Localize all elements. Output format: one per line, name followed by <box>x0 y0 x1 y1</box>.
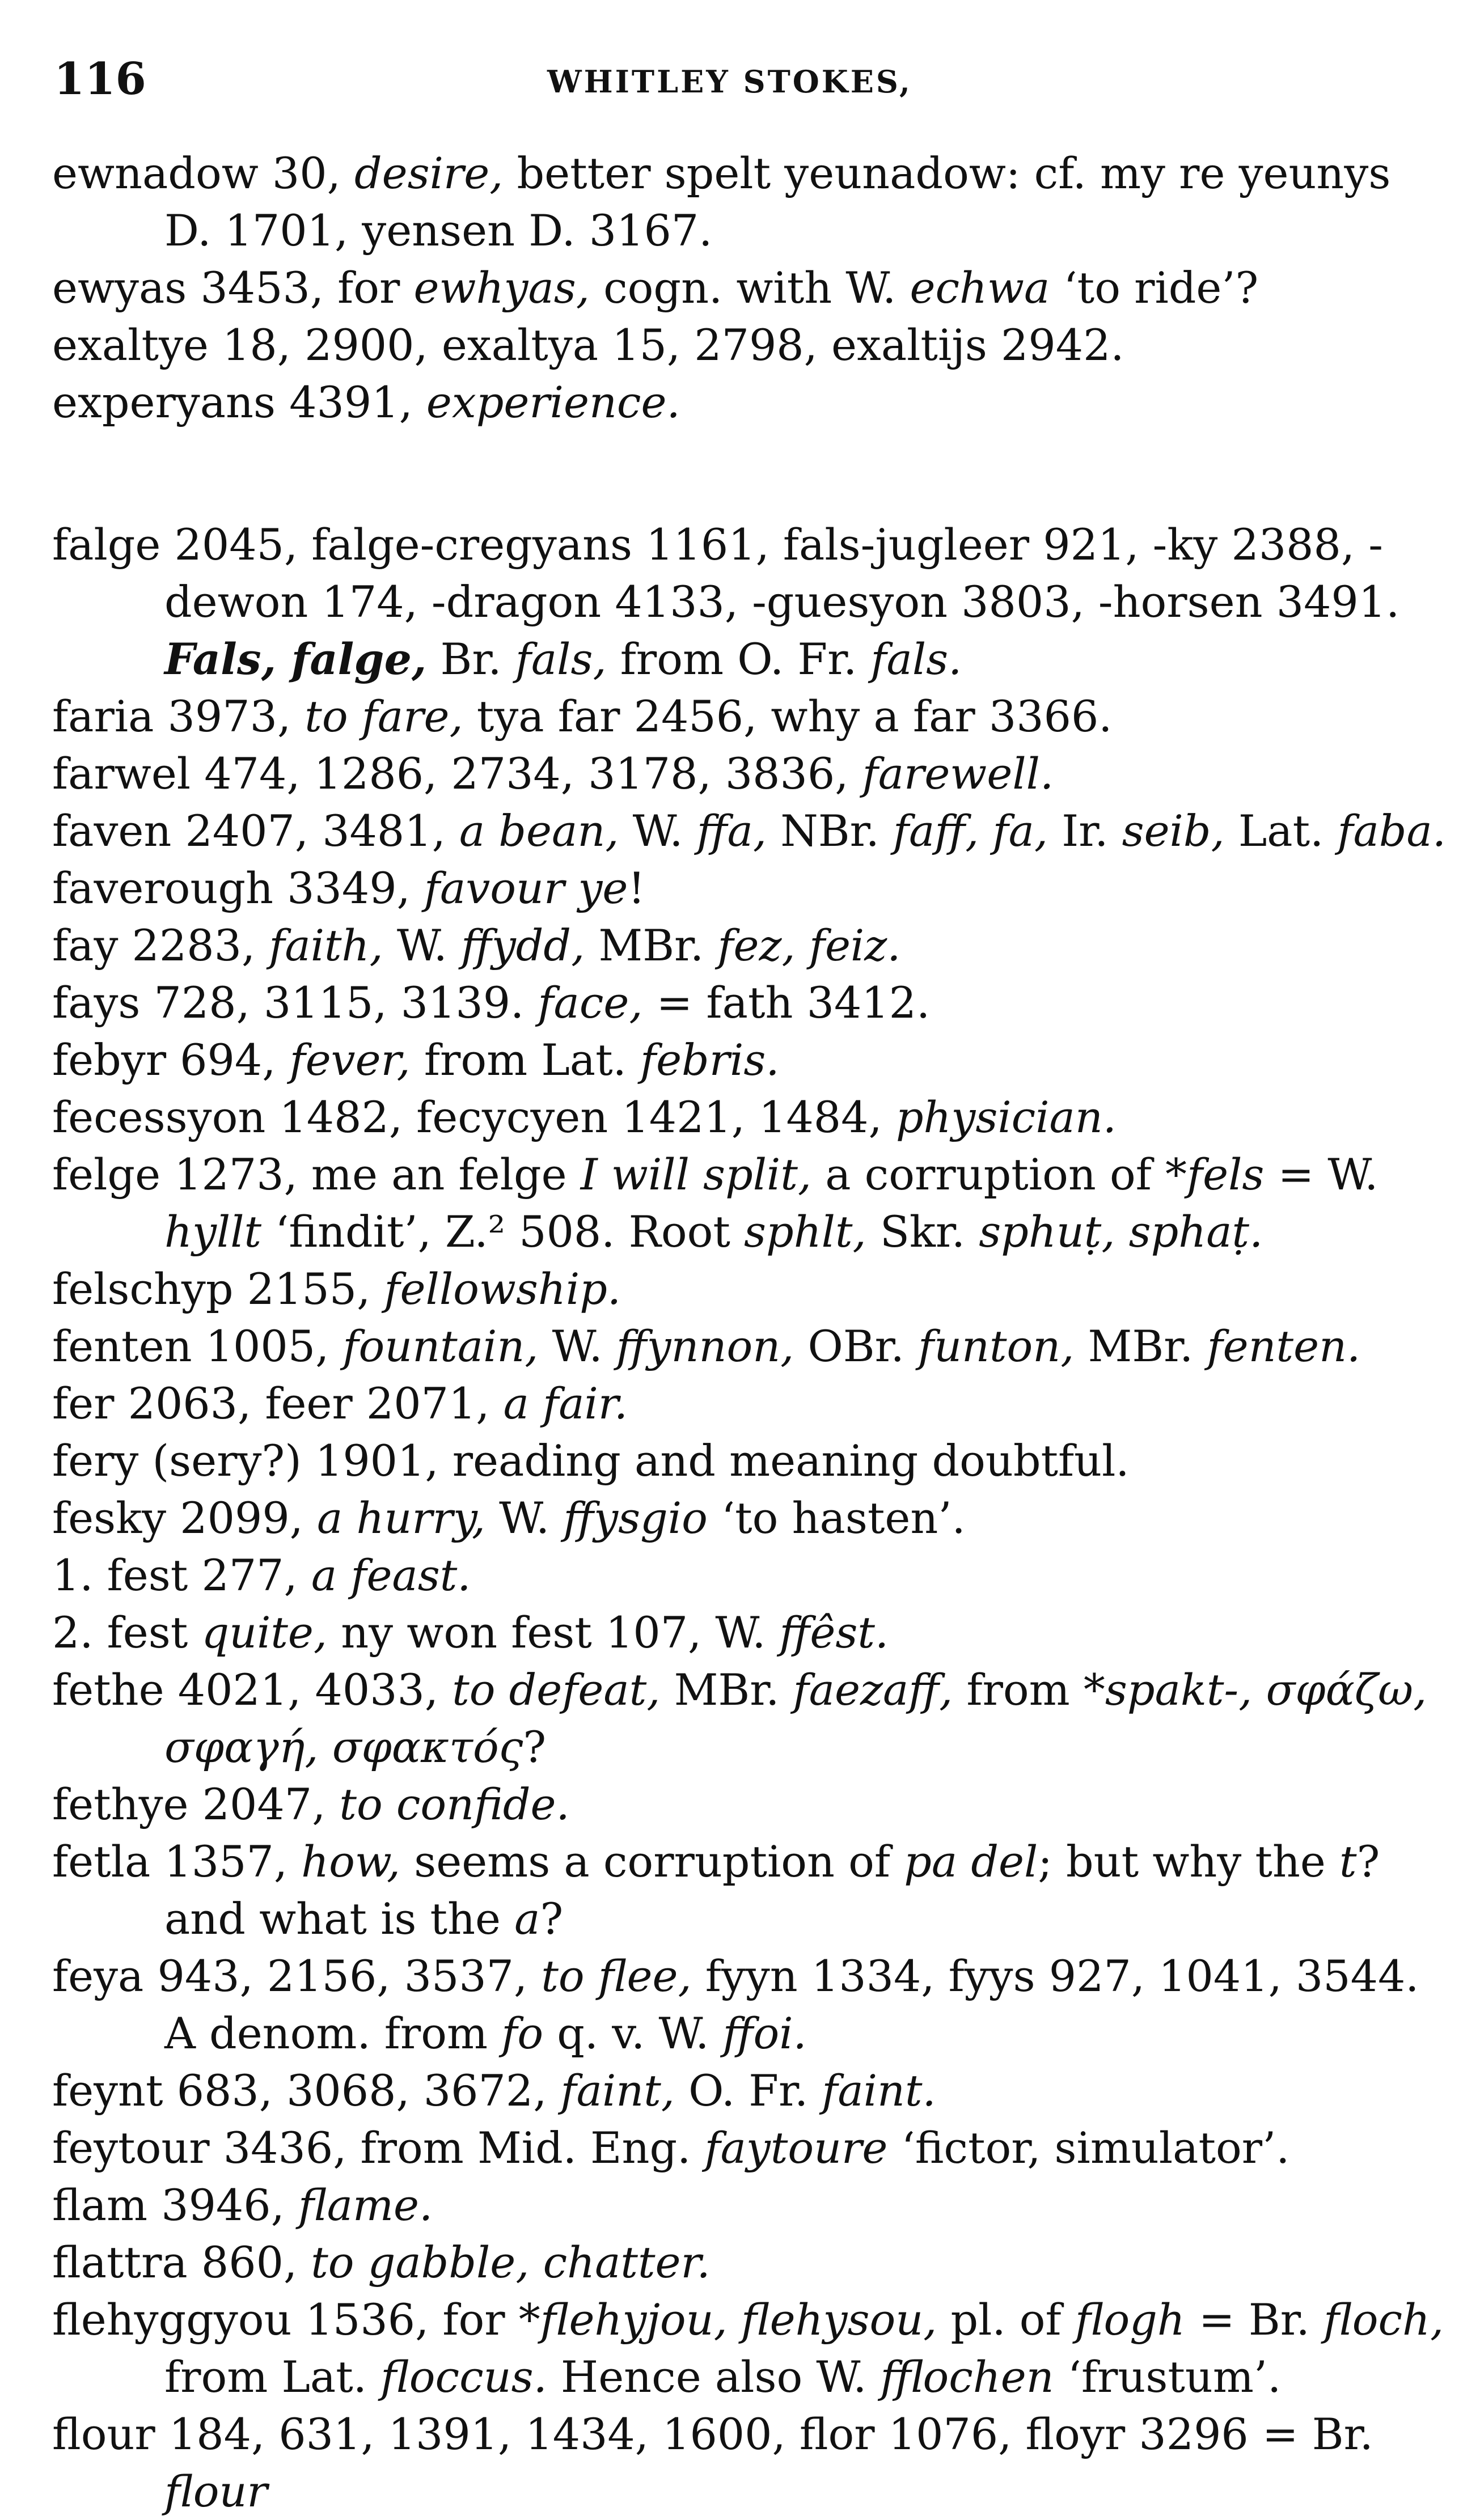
entry-text-segment: felge 1273, me an felge <box>52 1149 581 1200</box>
entry-italic-segment: fals, <box>515 634 607 684</box>
entry-italic-segment: faba. <box>1337 806 1447 856</box>
entry-text-segment: fenten 1005, <box>52 1321 343 1371</box>
entry-text-segment: feytour 3436, from Mid. Eng. <box>52 2123 705 2173</box>
entry-text-segment: Br. <box>426 634 515 684</box>
entry-text-segment: fethye 2047, <box>52 1779 340 1829</box>
entry-italic-segment: fo <box>501 2008 544 2059</box>
entry-text-segment: Lat. <box>1224 806 1338 856</box>
entry-italic-segment: face, <box>538 977 643 1028</box>
entry-text-segment: flattra 860, <box>52 2237 311 2288</box>
glossary-entry <box>52 2291 1449 2405</box>
entry-text-segment: tya far 2456, why a far 3366. <box>463 691 1113 742</box>
entry-text-segment: fay 2283, <box>52 920 269 971</box>
entry-text-segment: fery (sery?) 1901, reading and meaning doubtful. <box>52 1435 1130 1486</box>
entry-text-segment: ! <box>628 863 645 913</box>
glossary-entry <box>52 316 1449 374</box>
entry-text-segment: ; but why the <box>1038 1836 1340 1887</box>
entry-text-segment: from Lat. <box>410 1035 640 1085</box>
glossary-entry <box>52 1661 1449 1776</box>
entry-text-segment: febyr 694, <box>52 1035 290 1085</box>
glossary-entry <box>52 516 1449 688</box>
glossary-entry <box>52 2062 1449 2119</box>
entry-italic-segment: flehyjou, flehysou, <box>540 2294 937 2345</box>
entry-text-segment: 2. fest <box>52 1607 202 1658</box>
entry-text-segment <box>1252 1665 1266 1715</box>
entry-text-segment: fethe 4021, 4033, <box>52 1665 453 1715</box>
glossary-entry <box>52 802 1449 859</box>
entry-italic-segment: how, <box>301 1836 401 1887</box>
entry-text-segment: feynt 683, 3068, 3672, <box>52 2065 561 2116</box>
entry-italic-segment: faezaff, <box>793 1665 953 1715</box>
glossary-entry <box>52 1432 1449 1489</box>
entry-text-segment: fyyn 1334, fyys 927, 1041, 3544. A denom. from <box>164 1951 1419 2059</box>
entry-italic-segment: faith, <box>269 920 383 971</box>
glossary-entry <box>52 2234 1449 2291</box>
entry-text-segment: from * <box>953 1665 1105 1715</box>
glossary-entry <box>52 1604 1449 1661</box>
entry-italic-segment: faint, <box>560 2065 675 2116</box>
entry-text-segment: fer 2063, feer 2071, <box>52 1378 504 1429</box>
glossary-entry <box>52 917 1449 974</box>
entry-italic-segment: to confide. <box>339 1779 570 1829</box>
glossary-entry <box>52 2176 1449 2234</box>
entry-italic-segment: desire, <box>354 148 504 198</box>
entry-italic-segment: fels <box>1187 1149 1265 1200</box>
glossary-entries <box>52 145 1449 2520</box>
entry-italic-segment: sphuṭ, sphaṭ. <box>979 1206 1263 1257</box>
entry-italic-segment: experience. <box>426 377 680 427</box>
entry-text-segment: better spelt yeunadow: cf. my re yeunys D. 1701, yensen D. 3167. <box>164 148 1391 256</box>
entry-italic-segment: fountain, <box>342 1321 539 1371</box>
entry-text-segment: flam 3946, <box>52 2180 298 2230</box>
glossary-entry <box>52 688 1449 745</box>
entry-text-segment: faverough 3349, <box>52 863 424 913</box>
entry-text-segment: ? and what is the <box>164 1836 1380 1944</box>
entry-italic-segment: t <box>1339 1836 1357 1887</box>
entry-text-segment: Skr. <box>866 1206 979 1257</box>
glossary-entry <box>52 974 1449 1031</box>
page-header <box>54 48 1446 116</box>
entry-text-segment: W. <box>619 806 697 856</box>
entry-italic-segment: ffêst. <box>779 1607 889 1658</box>
entry-italic-segment: farewell. <box>862 748 1054 799</box>
entry-italic-segment: febris. <box>640 1035 780 1085</box>
entry-text-segment: from Lat. <box>164 2352 381 2402</box>
entry-italic-segment: flour <box>164 2466 268 2517</box>
entry-italic-segment: faytoure <box>704 2123 888 2173</box>
entry-italic-segment: I will split, <box>580 1149 812 1200</box>
entry-text-segment: ny won fest 107, W. <box>327 1607 780 1658</box>
running-head: WHITLEY STOKES, <box>547 63 912 100</box>
entry-text-segment: faria 3973, <box>52 691 305 742</box>
entry-italic-segment: flogh <box>1075 2294 1185 2345</box>
entry-text-segment: flour 184, 631, 1391, 1434, 1600, flor 1076, floyr 3296 = Br. <box>52 2409 1373 2459</box>
entry-italic-segment: funton, <box>917 1321 1075 1371</box>
entry-text-segment: MBr. <box>660 1665 793 1715</box>
entry-italic-segment: pa del <box>904 1836 1038 1887</box>
glossary-entry <box>52 859 1449 917</box>
entry-italic-segment: faff, fa, <box>893 806 1048 856</box>
entry-italic-segment: flame. <box>298 2180 433 2230</box>
entry-text-segment: a corruption of * <box>811 1149 1187 1200</box>
entry-text-segment: farwel 474, 1286, 2734, 3178, 3836, <box>52 748 862 799</box>
entry-italic-segment: quite, <box>201 1607 328 1658</box>
entry-italic-segment: to fare, <box>305 691 463 742</box>
entry-text-segment: ‘fictor, simulator’. <box>887 2123 1290 2173</box>
entry-text-segment: fesky 2099, <box>52 1493 317 1543</box>
glossary-entry <box>52 745 1449 802</box>
glossary-entry <box>52 1947 1449 2062</box>
entry-text-segment: W. <box>538 1321 616 1371</box>
entry-text-segment: OBr. <box>794 1321 918 1371</box>
entry-italic-segment: spakt-, <box>1105 1665 1253 1715</box>
glossary-entry <box>52 1318 1449 1375</box>
glossary-entry <box>52 145 1449 259</box>
glossary-entry <box>52 374 1449 431</box>
entry-italic-segment: fez, feiz. <box>717 920 901 971</box>
entry-italic-segment: ewhyas, <box>413 262 590 313</box>
entry-italic-segment: fellowship. <box>384 1264 621 1314</box>
entry-text-segment: fetla 1357, <box>52 1836 302 1887</box>
entry-text-segment: ‘frustum’. <box>1054 2352 1282 2402</box>
glossary-entry <box>52 1489 1449 1547</box>
glossary-entry <box>52 1776 1449 1833</box>
entry-text-segment: MBr. <box>585 920 718 971</box>
entry-text-segment: seems a corruption of <box>400 1836 904 1887</box>
glossary-entry <box>52 2119 1449 2176</box>
entry-text-segment: = W. <box>1264 1149 1378 1200</box>
entry-italic-segment: ffynnon, <box>616 1321 794 1371</box>
entry-text-segment: MBr. <box>1074 1321 1207 1371</box>
entry-italic-segment: to defeat, <box>452 1665 661 1715</box>
entry-text-segment: faven 2407, 3481, <box>52 806 459 856</box>
entry-text-segment: q. v. W. <box>543 2008 723 2059</box>
entry-italic-segment: ffysgio <box>563 1493 708 1543</box>
entry-text-segment: experyans 4391, <box>52 377 426 427</box>
glossary-entry <box>52 1833 1449 1947</box>
entry-italic-segment: ffa, <box>696 806 767 856</box>
entry-italic-segment: Fals, falge, <box>164 634 427 684</box>
glossary-entry <box>52 1260 1449 1318</box>
entry-italic-segment: a <box>514 1894 540 1944</box>
entry-italic-segment: floccus. <box>380 2352 547 2402</box>
entry-italic-segment: physician. <box>895 1092 1117 1142</box>
entry-italic-segment: floch, <box>1323 2294 1444 2345</box>
entry-text-segment: pl. of <box>937 2294 1075 2345</box>
entry-text-segment: 1. fest 277, <box>52 1550 311 1600</box>
entry-text-segment: feya 943, 2156, 3537, <box>52 1951 542 2001</box>
entry-text-segment: exaltye 18, 2900, exaltya 15, 2798, exaltijs 2942. <box>52 320 1124 370</box>
entry-text-segment: cogn. with W. <box>589 262 910 313</box>
glossary-entry <box>52 1089 1449 1146</box>
glossary-entry <box>52 1146 1449 1260</box>
glossary-entry <box>52 1547 1449 1604</box>
entry-italic-segment: a hurry, <box>316 1493 486 1543</box>
entry-italic-segment: to flee, <box>541 1951 692 2001</box>
glossary-entry <box>52 2405 1449 2520</box>
entry-text-segment: fays 728, 3115, 3139. <box>52 977 538 1028</box>
entry-italic-segment: a fair. <box>503 1378 628 1429</box>
entry-italic-segment: favour ye <box>424 863 628 913</box>
entry-italic-segment: faint. <box>822 2065 936 2116</box>
glossary-entry <box>52 1375 1449 1432</box>
entry-text-segment: Hence also W. <box>547 2352 881 2402</box>
entry-italic-segment: echwa <box>910 262 1050 313</box>
entry-italic-segment: fflochen <box>880 2352 1054 2402</box>
entry-text-segment: O. Fr. <box>674 2065 822 2116</box>
entry-text-segment: ewnadow 30, <box>52 148 354 198</box>
entry-italic-segment: ffydd, <box>460 920 585 971</box>
entry-text-segment: from O. Fr. <box>606 634 871 684</box>
entry-text-segment: falge 2045, falge-cregyans 1161, fals-jugleer 921, -ky 2388, -dewon 174, -dragon 4133, -guesyon 3803, -horsen 3491. <box>52 519 1400 627</box>
entry-text-segment: NBr. <box>767 806 893 856</box>
section-gap <box>52 431 1449 516</box>
entry-text-segment: = Br. <box>1185 2294 1324 2345</box>
entry-text-segment: Ir. <box>1048 806 1122 856</box>
entry-italic-segment: hyllt <box>164 1206 262 1257</box>
entry-text-segment: ‘findit’, Z.² 508. Root <box>261 1206 745 1257</box>
entry-italic-segment: a bean, <box>459 806 619 856</box>
entry-text-segment: ? <box>540 1894 564 1944</box>
entry-italic-segment: to gabble, chatter. <box>311 2237 711 2288</box>
entry-text-segment: ‘to ride’? <box>1050 262 1259 313</box>
entry-text-segment: = fath 3412. <box>642 977 931 1028</box>
entry-italic-segment: fenten. <box>1207 1321 1361 1371</box>
glossary-entry <box>52 259 1449 316</box>
entry-italic-segment: a feast. <box>311 1550 471 1600</box>
entry-text-segment: ewyas 3453, for <box>52 262 414 313</box>
entry-text-segment: ‘to hasten’. <box>707 1493 966 1543</box>
entry-italic-segment: sphlt, <box>744 1206 866 1257</box>
entry-italic-segment: σφάζω, σφαγή, σφακτός <box>164 1665 1427 1772</box>
page-number: 116 <box>54 53 146 105</box>
entry-text-segment: ? <box>523 1722 547 1772</box>
entry-text-segment: flehyggyou 1536, for * <box>52 2294 540 2345</box>
entry-text-segment: W. <box>383 920 461 971</box>
entry-italic-segment: seib, <box>1122 806 1225 856</box>
glossary-entry <box>52 1031 1449 1089</box>
entry-text-segment: W. <box>485 1493 564 1543</box>
entry-text-segment: fecessyon 1482, fecycyen 1421, 1484, <box>52 1092 896 1142</box>
entry-italic-segment: ffoi. <box>722 2008 807 2059</box>
entry-italic-segment: fever, <box>289 1035 411 1085</box>
entry-text-segment: felschyp 2155, <box>52 1264 384 1314</box>
entry-italic-segment: fals. <box>870 634 962 684</box>
